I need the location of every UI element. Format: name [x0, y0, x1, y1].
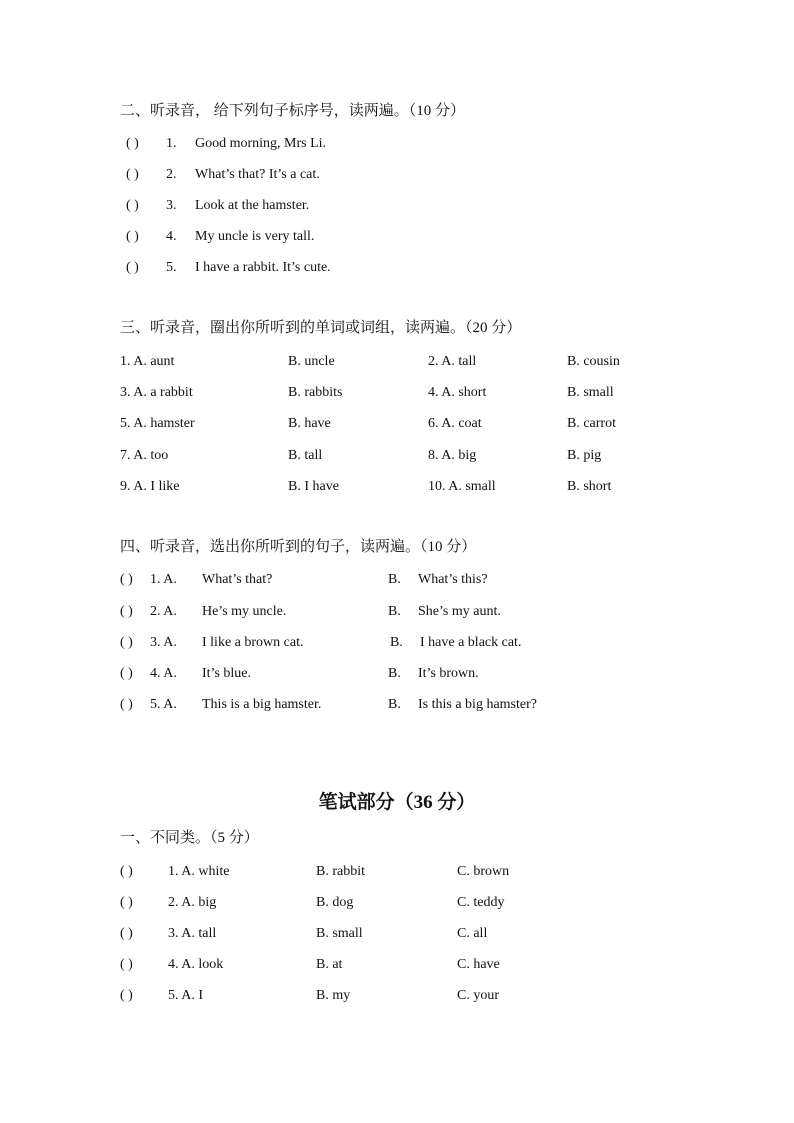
option-b-label: B. [388, 697, 401, 712]
answer-blank[interactable]: ( ) [120, 957, 133, 972]
option-b-label: B. [388, 666, 401, 681]
item-number: 5. [166, 260, 177, 275]
option-b[interactable]: B. tall [288, 448, 323, 463]
item-number: 3. A. [150, 635, 177, 650]
option-b[interactable]: B. carrot [567, 416, 616, 431]
option-a: 3. A. tall [168, 926, 217, 941]
option-a[interactable]: 2. A. tall [428, 354, 477, 369]
item-number: 2. A. [150, 604, 177, 619]
option-b-label: B. [388, 604, 401, 619]
option-b: B. small [316, 926, 363, 941]
item-number: 1. A. [150, 572, 177, 587]
answer-blank[interactable]: ( ) [120, 666, 133, 681]
option-a: 4. A. look [168, 957, 224, 972]
option-b: B. my [316, 988, 351, 1003]
answer-blank[interactable]: ( ) [126, 260, 139, 275]
option-b[interactable]: B. short [567, 479, 612, 494]
section2-heading: 二、听录音， 给下列句子标序号，读两遍。（10 分） [120, 103, 466, 119]
option-a[interactable]: 7. A. too [120, 448, 169, 463]
answer-blank[interactable]: ( ) [126, 198, 139, 213]
option-b: B. at [316, 957, 343, 972]
item-number: 2. [166, 167, 177, 182]
answer-blank[interactable]: ( ) [120, 572, 133, 587]
option-b-label: B. [388, 572, 401, 587]
item-number: 5. A. [150, 697, 177, 712]
option-b: B. rabbit [316, 864, 365, 879]
option-c: C. your [457, 988, 499, 1003]
option-b[interactable]: B. small [567, 385, 614, 400]
sentence-text: My uncle is very tall. [195, 229, 315, 244]
option-b-text: It’s brown. [418, 666, 479, 681]
item-number: 4. [166, 229, 177, 244]
option-a: 1. A. white [168, 864, 230, 879]
option-b[interactable]: B. uncle [288, 354, 335, 369]
option-a[interactable]: 6. A. coat [428, 416, 482, 431]
written-section-title: 笔试部分（36 分） [318, 792, 476, 813]
option-b-text: Is this a big hamster? [418, 697, 537, 712]
option-b: B. dog [316, 895, 354, 910]
option-b-text: What’s this? [418, 572, 488, 587]
option-a[interactable]: 4. A. short [428, 385, 487, 400]
sentence-text: I have a rabbit. It’s cute. [195, 260, 331, 275]
answer-blank[interactable]: ( ) [126, 167, 139, 182]
section4-heading: 四、听录音，选出你所听到的句子，读两遍。（10 分） [120, 539, 477, 555]
option-b[interactable]: B. pig [567, 448, 602, 463]
answer-blank[interactable]: ( ) [120, 635, 133, 650]
option-b-label: B. [390, 635, 403, 650]
sentence-text: Good morning, Mrs Li. [195, 136, 327, 151]
answer-blank[interactable]: ( ) [120, 697, 133, 712]
option-a: 5. A. I [168, 988, 203, 1003]
answer-blank[interactable]: ( ) [120, 988, 133, 1003]
option-a-text: This is a big hamster. [202, 697, 322, 712]
option-a-text: I like a brown cat. [202, 635, 304, 650]
item-number: 4. A. [150, 666, 177, 681]
option-b[interactable]: B. have [288, 416, 331, 431]
sentence-text: What’s that? It’s a cat. [195, 167, 320, 182]
option-a[interactable]: 9. A. I like [120, 479, 180, 494]
option-b[interactable]: B. cousin [567, 354, 620, 369]
answer-blank[interactable]: ( ) [120, 864, 133, 879]
option-a[interactable]: 3. A. a rabbit [120, 385, 193, 400]
answer-blank[interactable]: ( ) [126, 136, 139, 151]
option-a: 2. A. big [168, 895, 217, 910]
written-heading: 一、不同类。（5 分） [120, 830, 259, 846]
sentence-text: Look at the hamster. [195, 198, 310, 213]
option-a[interactable]: 8. A. big [428, 448, 477, 463]
option-c: C. brown [457, 864, 510, 879]
answer-blank[interactable]: ( ) [120, 604, 133, 619]
option-a-text: It’s blue. [202, 666, 251, 681]
option-c: C. have [457, 957, 500, 972]
option-c: C. all [457, 926, 488, 941]
option-a-text: What’s that? [202, 572, 273, 587]
answer-blank[interactable]: ( ) [120, 926, 133, 941]
option-b[interactable]: B. rabbits [288, 385, 343, 400]
option-b[interactable]: B. I have [288, 479, 339, 494]
option-b-text: I have a black cat. [420, 635, 522, 650]
item-number: 1. [166, 136, 177, 151]
item-number: 3. [166, 198, 177, 213]
option-c: C. teddy [457, 895, 505, 910]
section3-heading: 三、听录音，圈出你所听到的单词或词组，读两遍。（20 分） [120, 320, 522, 336]
option-a-text: He’s my uncle. [202, 604, 287, 619]
option-a[interactable]: 10. A. small [428, 479, 496, 494]
option-b-text: She’s my aunt. [418, 604, 501, 619]
option-a[interactable]: 5. A. hamster [120, 416, 195, 431]
answer-blank[interactable]: ( ) [126, 229, 139, 244]
answer-blank[interactable]: ( ) [120, 895, 133, 910]
option-a[interactable]: 1. A. aunt [120, 354, 175, 369]
